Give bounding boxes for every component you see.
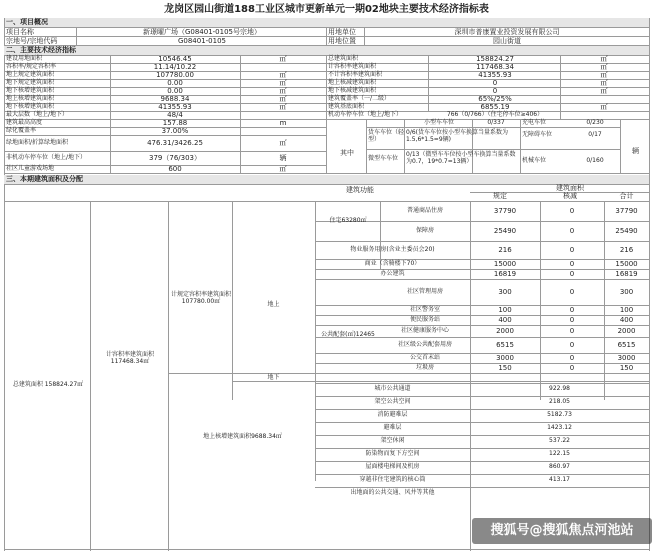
col-total: 合计 xyxy=(619,192,634,200)
rule-line xyxy=(315,241,649,242)
metric-value: 476.31/3426.25 xyxy=(147,139,203,147)
rule-line xyxy=(232,381,649,382)
metric-value: 0.00 xyxy=(167,79,183,87)
small-car-label: 小型车车位 xyxy=(423,119,454,126)
micro-label: 微型车车位 xyxy=(368,155,399,162)
rule-line xyxy=(315,448,649,449)
metric-label: 地下核增建筑面积 xyxy=(6,103,55,110)
core-area-label: 地上核增建筑面积9688.34㎡ xyxy=(203,433,282,440)
metric-unit: ㎡ xyxy=(279,103,287,111)
metric-value: 158824.27 xyxy=(476,55,514,63)
alloc-reduced: 0 xyxy=(569,206,575,215)
metric-label: 社区儿童游戏场地 xyxy=(6,165,55,172)
total-area-label: 总建筑面积 158824.27㎡ xyxy=(12,381,84,388)
metric-label: 建筑覆盖率（一/二级） xyxy=(328,95,391,102)
metric-value: 0 xyxy=(492,87,498,95)
core-row-value: 537.22 xyxy=(549,437,570,444)
rule-line xyxy=(315,435,649,436)
core-row-name: 架空休闲 xyxy=(380,437,405,444)
housing-label: 住宅63280㎡ xyxy=(329,217,367,224)
land-user-label: 用地单位 xyxy=(328,28,356,36)
alloc-planned: 150 xyxy=(498,363,512,372)
parcel-label: 宗地号/宗地代码 xyxy=(6,37,58,45)
alloc-total: 6515 xyxy=(617,340,636,349)
alloc-reduced: 0 xyxy=(569,340,575,349)
metric-value: 0.00 xyxy=(167,87,183,95)
metric-label: 地上规定建筑面积 xyxy=(6,71,55,78)
alloc-row-name: 垃圾房 xyxy=(415,363,434,371)
alloc-planned: 3000 xyxy=(496,353,514,362)
metric-unit: ㎡ xyxy=(279,139,287,147)
barrier-label: 无障碍车位 xyxy=(522,131,553,138)
metric-unit: ㎡ xyxy=(600,63,608,71)
rule-line xyxy=(4,173,649,174)
alloc-planned: 6515 xyxy=(496,340,514,349)
rule-line xyxy=(168,201,169,551)
metric-unit: ㎡ xyxy=(600,103,608,111)
metric-value: 41355.93 xyxy=(158,103,192,111)
alloc-row-name: 物业服务用房(含业主委员会20) xyxy=(350,245,435,253)
project-name-value: 新璟曜广场（G08401-0105号宗地） xyxy=(142,28,262,36)
core-row-name: 防染物而复下方空间 xyxy=(365,450,420,457)
rule-line xyxy=(315,279,649,280)
core-row-value: 5182.73 xyxy=(547,411,572,418)
rule-line xyxy=(315,487,649,488)
rule-line xyxy=(560,55,561,119)
alloc-row-name: 社区级公共配套用房 xyxy=(397,340,452,348)
rule-line xyxy=(90,201,91,551)
metric-value: 48/4 xyxy=(167,111,183,119)
alloc-total: 400 xyxy=(619,315,634,324)
small-car-value: 0/337 xyxy=(487,119,505,126)
metric-label: 容积率/规定容积率 xyxy=(6,63,57,70)
rule-area-label: 计规定容积率建筑面积107780.00㎡ xyxy=(170,291,231,305)
alloc-reduced: 0 xyxy=(569,315,575,324)
metric-unit: ㎡ xyxy=(279,55,287,63)
alloc-row-name: 便民服务站 xyxy=(409,315,440,323)
metric-value: 9688.34 xyxy=(160,95,190,103)
land-user-value: 深圳市普康置业投资发展有限公司 xyxy=(454,28,560,36)
metric-value: 157.88 xyxy=(162,119,188,127)
above-ground-label: 地上 xyxy=(267,301,280,308)
alloc-total: 37790 xyxy=(615,206,638,215)
metric-unit: ㎡ xyxy=(279,95,287,103)
metric-unit: ㎡ xyxy=(279,71,287,79)
core-row-name: 出地面的公共交通、风井等其他 xyxy=(350,489,435,496)
metric-label: 地下核增建筑面积 xyxy=(6,87,55,94)
core-row-value: 1423.12 xyxy=(547,424,572,431)
col-planned: 规定 xyxy=(493,192,507,200)
alloc-total: 100 xyxy=(619,305,634,314)
location-label: 用地位置 xyxy=(328,37,356,45)
alloc-planned: 216 xyxy=(498,245,512,254)
metric-unit: ㎡ xyxy=(600,71,608,79)
core-row-value: 218.05 xyxy=(549,398,570,405)
rule-line xyxy=(315,422,649,423)
alloc-reduced: 0 xyxy=(569,287,575,296)
alloc-reduced: 0 xyxy=(569,363,575,372)
col-reduced: 核减 xyxy=(563,192,577,200)
metric-label: 非机动车停车位（地上/地下） xyxy=(6,154,87,161)
core-row-name: 屋面楼电梯间及机房 xyxy=(365,463,420,470)
alloc-planned: 16819 xyxy=(493,269,517,278)
core-row-name: 架空公共空间 xyxy=(374,398,411,405)
metric-label: 地上核减建筑面积 xyxy=(328,79,377,86)
metric-value: 41355.93 xyxy=(478,71,512,79)
mech-label: 机械车位 xyxy=(522,157,547,164)
metric-label: 总建筑面积 xyxy=(328,55,359,62)
metric-label: 地下规定建筑面积 xyxy=(6,79,55,86)
barrier-value: 0/17 xyxy=(588,131,602,138)
metric-label: 建筑最高高度 xyxy=(6,119,43,126)
far-area-label: 计容积率建筑面积117468.34㎡ xyxy=(105,351,154,365)
core-row-value: 413.17 xyxy=(549,476,570,483)
core-row-name: 城市公共通道 xyxy=(374,385,411,392)
rule-line xyxy=(366,127,620,128)
alloc-reduced: 0 xyxy=(569,305,575,314)
rule-line xyxy=(315,409,649,410)
truck-label: 货车车位（轻型） xyxy=(368,129,405,143)
core-row-value: 860.97 xyxy=(549,463,570,470)
rule-line xyxy=(326,55,327,173)
alloc-row-name: 商业（含骑楼下70） xyxy=(364,259,421,267)
alloc-total: 3000 xyxy=(617,353,636,362)
metric-value: 0 xyxy=(492,79,498,87)
rule-line xyxy=(4,135,326,136)
col-function: 建筑功能 xyxy=(346,186,374,194)
core-row-name: 消防避难层 xyxy=(377,411,408,418)
rule-line xyxy=(315,201,649,202)
alloc-row-name: 社区健康服务中心 xyxy=(400,326,449,334)
rule-line xyxy=(110,55,111,173)
alloc-total: 216 xyxy=(619,245,634,254)
col-area: 建筑面积 xyxy=(556,184,584,192)
rule-line xyxy=(366,149,620,150)
alloc-row-name: 普通商品住房 xyxy=(406,206,443,214)
parking-total: 766（0/766）（住宅停车位≥406） xyxy=(446,111,544,118)
alloc-row-name: 公交首末站 xyxy=(409,353,440,361)
alloc-row-name: 保障房 xyxy=(415,226,434,234)
metric-unit: ㎡ xyxy=(279,79,287,87)
alloc-reduced: 0 xyxy=(569,245,575,254)
metric-value: 117468.34 xyxy=(476,63,514,71)
truck-value: 0/6(货车车位按小型车换算当量系数为1.5,6*1.5=9辆) xyxy=(406,129,508,143)
rule-line xyxy=(326,27,327,45)
metric-label: 地上核增建筑面积 xyxy=(6,95,55,102)
alloc-planned: 25490 xyxy=(493,226,517,235)
metric-unit: ㎡ xyxy=(600,87,608,95)
metric-label: 建筑基底面积 xyxy=(328,103,365,110)
rule-line xyxy=(4,549,649,550)
alloc-planned: 400 xyxy=(498,315,512,324)
project-name-label: 项目名称 xyxy=(6,28,34,36)
alloc-planned: 2000 xyxy=(496,326,514,335)
alloc-planned: 100 xyxy=(498,305,512,314)
metric-unit: ㎡ xyxy=(600,55,608,63)
metric-label: 计容积率建筑面积 xyxy=(328,63,377,70)
rule-line xyxy=(315,474,649,475)
rule-line xyxy=(4,184,5,551)
rule-line xyxy=(240,55,241,173)
metric-label: 建设用地面积 xyxy=(6,55,43,62)
micro-value: 0/13（微型车车位按小型车换算当量系数为0.7，19*0.7=13辆） xyxy=(406,151,516,165)
metric-label: 不计容积率建筑面积 xyxy=(328,71,383,78)
below-ground-label: 地下 xyxy=(267,374,280,381)
alloc-row-name: 办公建筑 xyxy=(380,269,405,277)
core-row-value: 122.15 xyxy=(549,450,570,457)
rule-line xyxy=(4,151,326,152)
metric-value: 37.00% xyxy=(161,127,189,135)
alloc-total: 16819 xyxy=(615,269,638,278)
rule-line xyxy=(428,55,429,111)
charge-value: 0/230 xyxy=(586,119,604,126)
metric-label: 绿化覆盖率 xyxy=(6,127,37,134)
parking-label: 机动车停车位（地上/地下） xyxy=(328,111,403,118)
rule-line xyxy=(315,383,649,384)
section-1-heading: 一、项目概况 xyxy=(6,18,48,26)
alloc-row-name: 社区警务室 xyxy=(409,305,440,313)
core-row-name: 避难层 xyxy=(383,424,402,431)
mech-value: 0/160 xyxy=(586,157,604,164)
metric-value: 6855.19 xyxy=(480,103,510,111)
metric-unit: ㎡ xyxy=(279,165,287,173)
metric-unit: m xyxy=(279,119,287,127)
parking-qizhong: 其中 xyxy=(340,149,354,157)
core-row-name: 穿越非住宅建筑的核心筒 xyxy=(359,476,426,483)
rule-line xyxy=(620,119,621,173)
metric-value: 379（76/303） xyxy=(149,154,201,162)
rule-line xyxy=(649,184,650,551)
section-3-heading: 三、本期建筑面积及分配 xyxy=(6,175,83,183)
section-2-heading: 二、主要技术经济指标 xyxy=(6,46,76,54)
rule-line xyxy=(315,461,649,462)
alloc-total: 25490 xyxy=(615,226,638,235)
metric-label: 绿地面积/折算绿地面积 xyxy=(6,139,69,146)
rule-line xyxy=(76,27,77,45)
alloc-row-name: 社区管理用房 xyxy=(406,287,443,295)
metric-label: 地下核减建筑面积 xyxy=(328,87,377,94)
watermark-badge: 搜狐号@搜狐焦点河池站 xyxy=(472,518,652,544)
metric-value: 10546.45 xyxy=(158,55,192,63)
metric-value: 600 xyxy=(168,165,182,173)
parcel-value: G08401-0105 xyxy=(177,37,227,45)
alloc-total: 15000 xyxy=(615,259,638,268)
metric-value: 107780.00 xyxy=(156,71,194,79)
metric-value: 11.14/10.22 xyxy=(153,63,197,71)
doc-title: 龙岗区园山街道188工业区城市更新单元一期02地块主要技术经济指标表 xyxy=(164,4,489,15)
metric-unit: 辆 xyxy=(279,154,287,162)
alloc-planned: 15000 xyxy=(493,259,517,268)
metric-unit: ㎡ xyxy=(279,87,287,95)
metric-unit: ㎡ xyxy=(600,79,608,87)
alloc-reduced: 0 xyxy=(569,259,575,268)
alloc-reduced: 0 xyxy=(569,326,575,335)
metric-label: 最大层数（地上/地下） xyxy=(6,111,69,118)
alloc-total: 2000 xyxy=(617,326,636,335)
location-value: 园山街道 xyxy=(493,37,521,45)
alloc-planned: 37790 xyxy=(493,206,517,215)
core-row-value: 922.98 xyxy=(549,385,570,392)
alloc-reduced: 0 xyxy=(569,269,575,278)
rule-line xyxy=(315,396,649,397)
charge-label: 充电车位 xyxy=(522,119,547,126)
public-support-label: 公共配套(㎡)12465 xyxy=(321,331,375,338)
alloc-total: 300 xyxy=(619,287,634,296)
alloc-reduced: 0 xyxy=(569,226,575,235)
alloc-total: 150 xyxy=(619,363,634,372)
metric-value: 65%/25% xyxy=(478,95,512,103)
rule-line xyxy=(364,27,365,45)
alloc-planned: 300 xyxy=(498,287,512,296)
alloc-reduced: 0 xyxy=(569,353,575,362)
parking-unit: 辆 xyxy=(632,147,639,155)
